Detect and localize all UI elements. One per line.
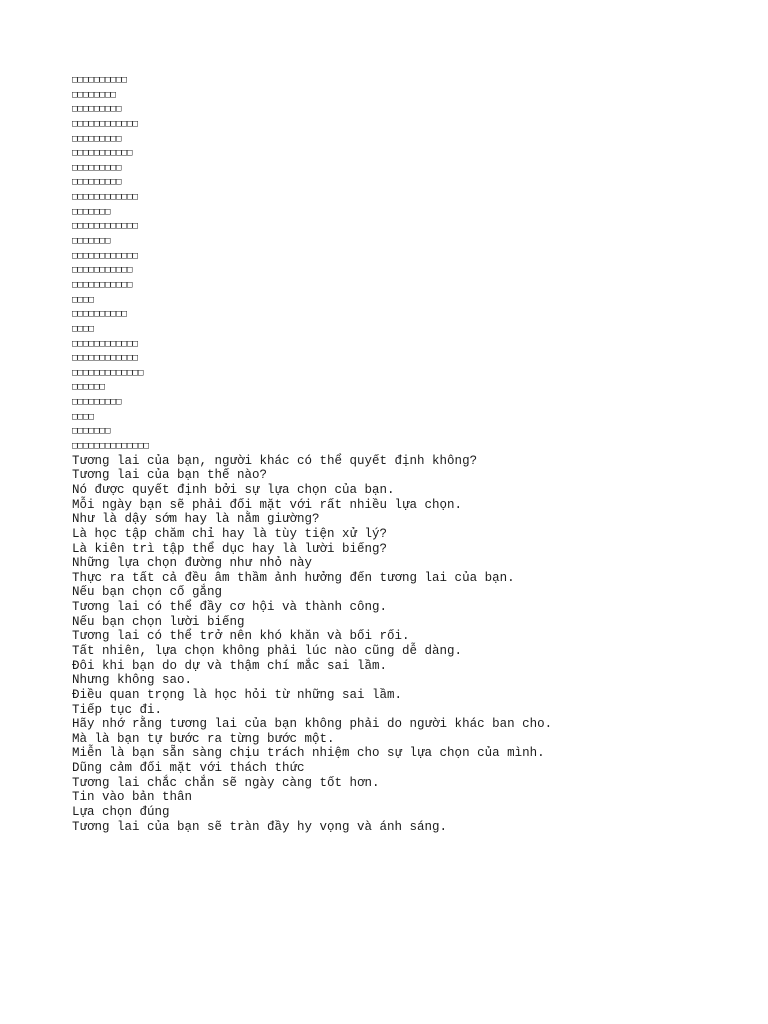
text-line: Nếu bạn chọn cố gắng: [72, 585, 223, 600]
missing-glyph-line: □□□□□□□: [72, 426, 111, 437]
text-line: Miễn là bạn sẵn sàng chịu trách nhiệm cho sự lựa chọn của mình.: [72, 746, 545, 761]
missing-glyph-line: □□□□□□□□□: [72, 133, 122, 144]
missing-glyph-line: □□□□□□□□□□□: [72, 265, 133, 276]
missing-glyph-line: □□□□□□□□□□□□: [72, 250, 138, 261]
missing-glyph-line: □□□□□□□□□□□: [72, 279, 133, 290]
missing-glyph-line: □□□□□□□□□□□: [72, 148, 133, 159]
text-line: Thực ra tất cả đều âm thầm ảnh hưởng đến tương lai của bạn.: [72, 570, 515, 585]
missing-glyph-line: □□□□□□□□□□□□: [72, 192, 138, 203]
missing-glyph-line: □□□□: [72, 411, 94, 422]
missing-glyph-line: □□□□□□□□□□□□: [72, 221, 138, 232]
text-line: Tương lai của bạn sẽ tràn đầy hy vọng và ánh sáng.: [72, 819, 448, 834]
missing-glyph-line: □□□□□□□□: [72, 89, 116, 100]
text-line: Mỗi ngày bạn sẽ phải đối mặt với rất nhiều lựa chọn.: [72, 497, 463, 512]
missing-glyph-line: □□□□□□□□□□: [72, 75, 127, 85]
text-line: Mà là bạn tự bước ra từng bước một.: [72, 731, 335, 746]
text-line: Tương lai có thể trở nên khó khăn và bối rối.: [72, 629, 410, 644]
missing-glyph-line: □□□□□□: [72, 382, 105, 393]
text-line: Tương lai của bạn thế nào?: [72, 468, 268, 483]
text-line: Nếu bạn chọn lười biếng: [72, 614, 245, 629]
missing-glyph-line: □□□□□□□□□□□□: [72, 353, 138, 364]
text-line: Tương lai chắc chắn sẽ ngày càng tốt hơn.: [72, 775, 380, 790]
missing-glyph-line: □□□□□□□□□: [72, 104, 122, 115]
text-line: Đôi khi bạn do dự và thậm chí mắc sai lầm.: [72, 658, 388, 673]
text-line: Tương lai có thể đầy cơ hội và thành công.: [72, 600, 388, 615]
missing-glyph-line: □□□□: [72, 323, 94, 334]
text-line: Là kiên trì tập thể dục hay là lười biếng?: [72, 541, 388, 556]
missing-glyph-line: □□□□□□□□□□□□: [72, 118, 138, 129]
text-line: Tin vào bản thân: [72, 790, 193, 805]
missing-glyph-line: □□□□□□□□□: [72, 177, 122, 188]
text-line: Lựa chọn đúng: [72, 805, 170, 820]
text-line: Tiếp tục đi.: [72, 702, 163, 717]
missing-glyph-line: □□□□□□□□□: [72, 397, 122, 408]
missing-glyph-line: □□□□□□□: [72, 206, 111, 217]
text-line: Những lựa chọn đường như nhỏ này: [72, 556, 313, 571]
missing-glyph-line: □□□□□□□: [72, 236, 111, 247]
text-line: Dũng cảm đối mặt với thách thức: [72, 761, 305, 776]
missing-glyph-line: □□□□□□□□□□□□: [72, 338, 138, 349]
missing-glyph-line: □□□□□□□□□: [72, 162, 122, 173]
text-line: Như là dậy sớm hay là nằm giường?: [72, 512, 320, 527]
document-body: [72, 73, 752, 834]
text-line: Nó được quyết định bởi sự lựa chọn của bạn.: [72, 482, 395, 497]
missing-glyph-line: □□□□□□□□□□□□□: [72, 367, 144, 378]
text-line: Hãy nhớ rằng tương lai của bạn không phải do người khác ban cho.: [72, 717, 553, 732]
text-line: Điều quan trọng là học hỏi từ những sai lầm.: [72, 687, 403, 702]
missing-glyph-line: □□□□□□□□□□: [72, 309, 127, 320]
missing-glyph-line: □□□□□□□□□□□□□□: [72, 441, 149, 452]
text-line: Tương lai của bạn, người khác có thể quyết định không?: [72, 453, 478, 468]
text-line: Là học tập chăm chỉ hay là tùy tiện xử lý?: [72, 526, 388, 541]
text-line: Nhưng không sao.: [72, 673, 193, 688]
missing-glyph-line: □□□□: [72, 294, 94, 305]
text-line: Tất nhiên, lựa chọn không phải lúc nào cũng dễ dàng.: [72, 643, 463, 658]
